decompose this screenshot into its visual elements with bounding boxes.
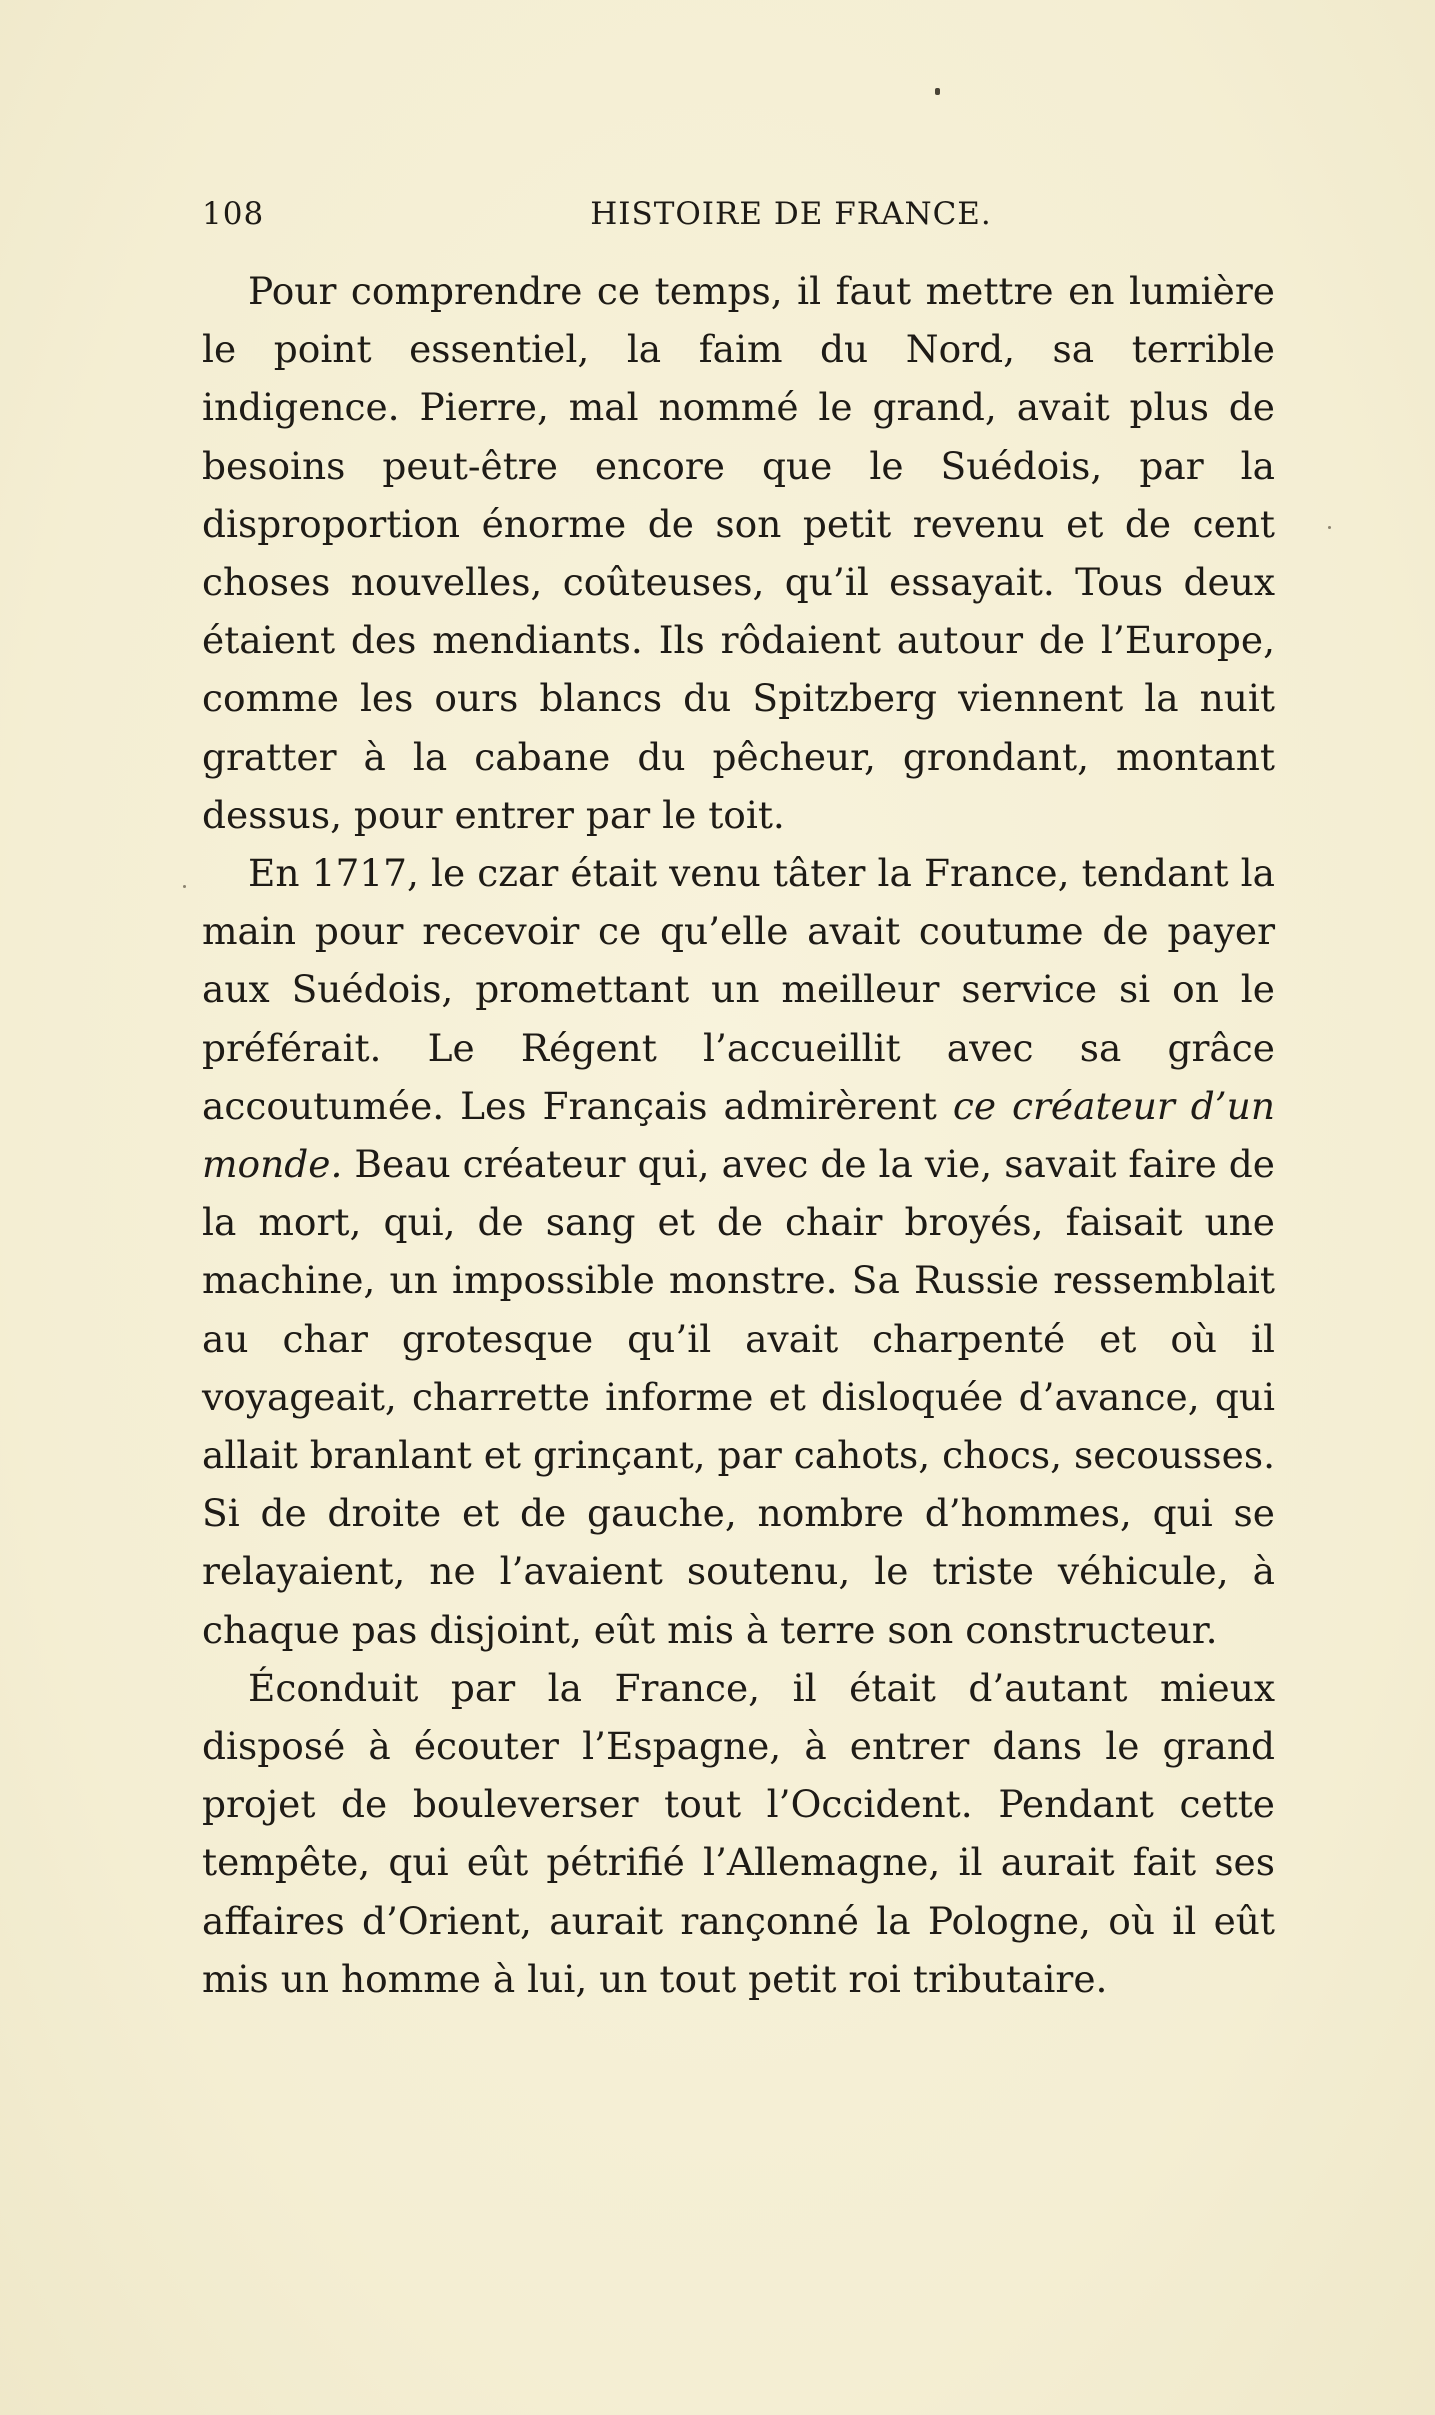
paragraph-1: Pour comprendre ce temps, il faut mettre en lumière le point essentiel, la faim du Nord, sa terrible indigence. Pierre, mal nommé le grand, avait plus de besoins peut-être encore que le Suédois, par la disproportion énorme de son petit revenu et de cent choses nouvelles, coûteuses, qu’il essayait. Tous deux étaient des mendiants. Ils rôdaient autour de l’Europe, comme les ours blancs du Spitzberg viennent la nuit gratter à la cabane du pêcheur, grondant, montant dessus, pour entrer par le toit. [202,269,1275,837]
margin-dot [1328,526,1331,529]
running-title: HISTOIRE DE FRANCE. [590,196,992,232]
paragraph-2-start: En 1717, le czar était venu tâter la France, tendant la main pour recevoir ce qu’elle avait coutume de payer aux Suédois, promettant un meilleur service si on le préférait. Le Régent l’accueillit avec sa grâce accoutumée. Les Français admirèrent [202,851,1275,1128]
paragraph-2 [202,844,1275,1659]
body-text [202,262,1275,2008]
ink-speck [935,88,940,95]
margin-dot [183,885,186,888]
italic-quote: ce créateur d’un monde. [202,1083,1275,1187]
page-number: 108 [202,196,265,232]
paragraph-3: Éconduit par la France, il était d’autant mieux disposé à écouter l’Espagne, à entrer dans le grand projet de bouleverser tout l’Occident. Pendant cette tempête, qui eût pétrifié l’Allemagne, il aurait fait ses affaires d’Orient, aurait rançonné la Pologne, où il eût mis un homme à lui, un tout petit roi tributaire. [202,1665,1275,2001]
paragraph-2-end: Beau créateur qui, avec de la vie, savait faire de la mort, qui, de sang et de chair broyés, faisait une machine, un impossible monstre. Sa Russie ressemblait au char grotesque qu’il avait charpenté et où il voyageait, charrette informe et disloquée d’avance, qui allait branlant et grinçant, par cahots, chocs, secousses. Si de droite et de gauche, nombre d’hommes, qui se relayaient, ne l’avaient soutenu, le triste véhicule, à chaque pas disjoint, eût mis à terre son constructeur. [202,1142,1275,1652]
page-header [202,196,1270,244]
